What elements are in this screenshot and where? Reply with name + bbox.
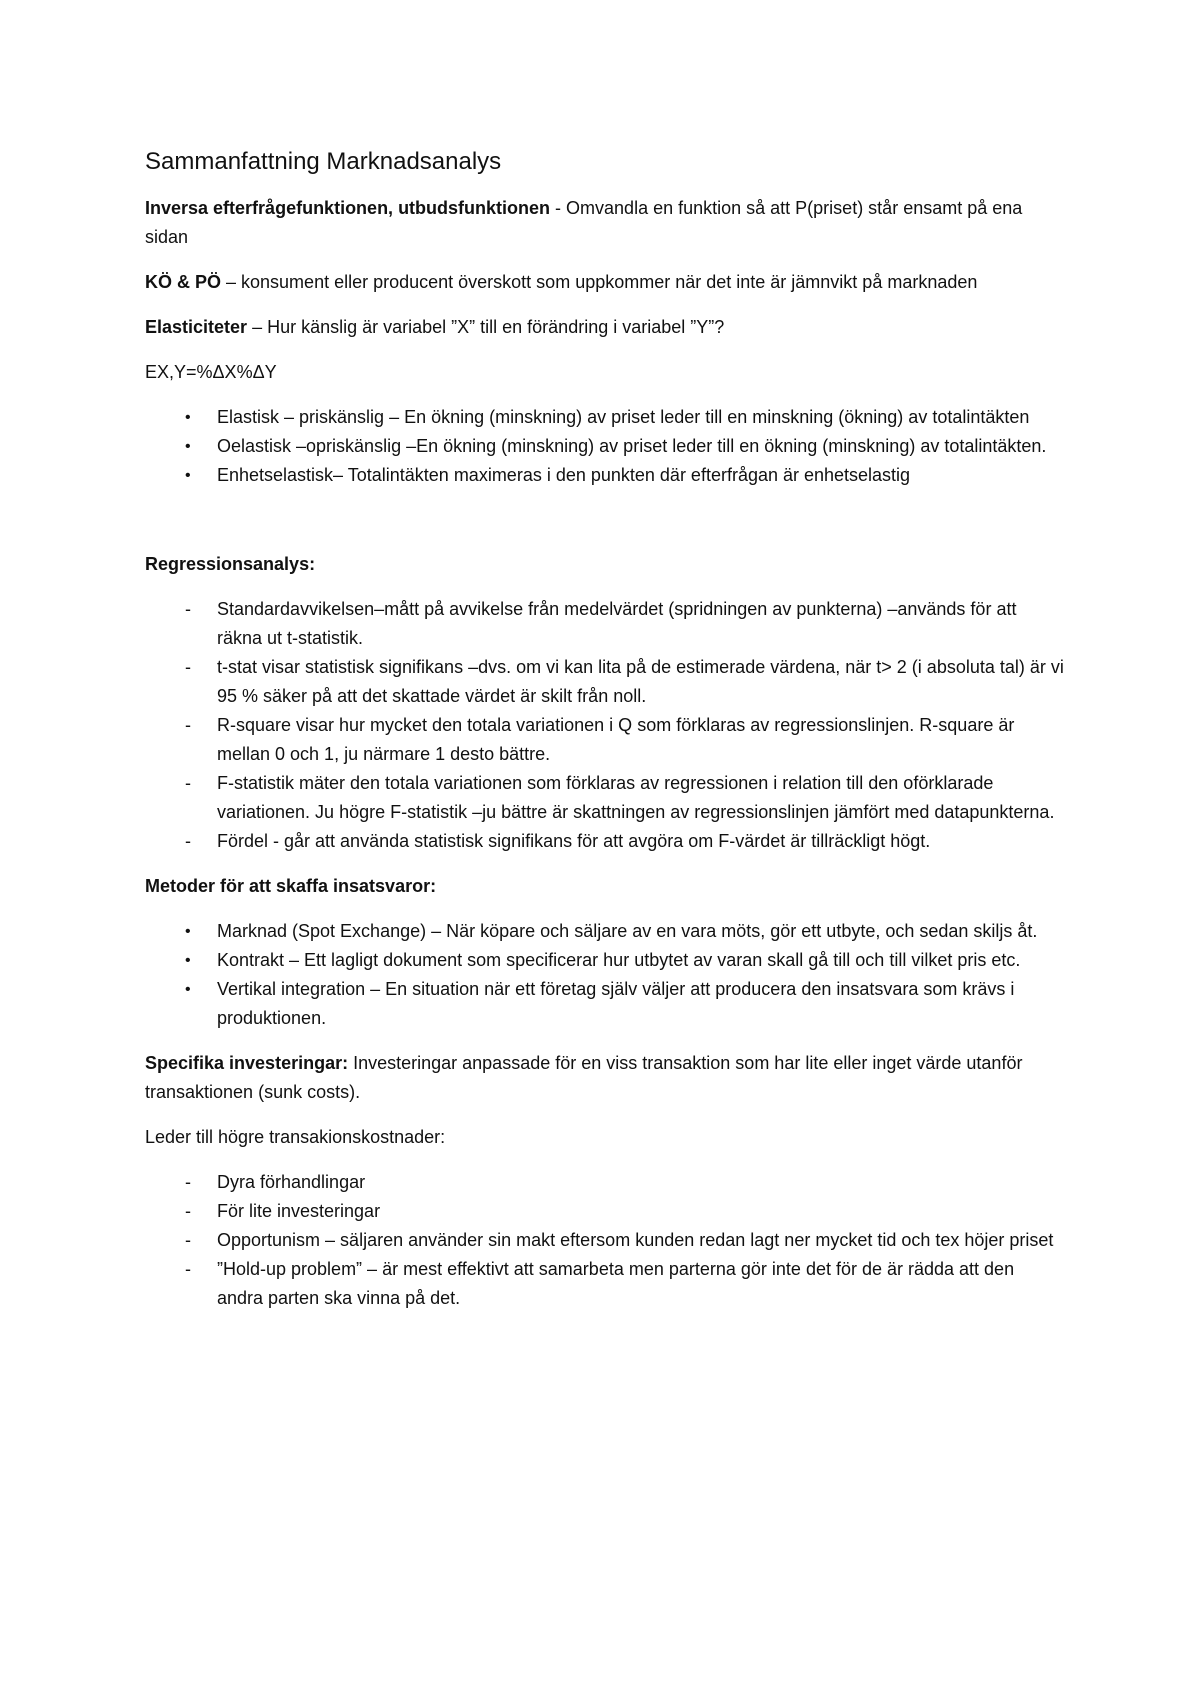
list-item-text: Elastisk – priskänslig – En ökning (minskning) av priset leder till en minskning (ökning) av totalintäkten [217,407,1030,427]
paragraph-elasticity [145,313,1065,342]
list-item [145,917,1065,946]
bullet-marker: • [185,409,191,426]
dash-marker: - [185,1230,191,1250]
paragraph-inverse-functions [145,194,1065,252]
list-item [145,403,1065,432]
paragraph-specific-investments [145,1049,1065,1107]
list-item-text: Opportunism – säljaren använder sin makt eftersom kunden redan lagt ner mycket tid och tex höjer priset [217,1230,1054,1250]
list-item-text: R-square visar hur mycket den totala variationen i Q som förklaras av regressionslinjen. R-square är mellan 0 och 1, ju närmare 1 desto bättre. [217,715,1015,764]
regression-heading [145,550,1065,579]
methods-heading-text: Metoder för att skaffa insatsvaror: [145,876,437,896]
regression-list [145,595,1065,856]
list-item [145,1197,1065,1226]
document-page [145,146,1065,1329]
elasticity-list [145,403,1065,490]
definition-elasticity: – Hur känslig är variabel ”X” till en förändring i variabel ”Y”? [247,317,725,337]
definition-ko-po: – konsument eller producent överskott som uppkommer när det inte är jämnvikt på marknaden [221,272,978,292]
list-item [145,461,1065,490]
dash-marker: - [185,657,191,677]
methods-list [145,917,1065,1033]
bullet-marker: • [185,438,191,455]
blank-spacer [145,506,1065,550]
definition-inverse-functions: - Omvandla en funktion så att P(priset) står ensamt på ena sidan [145,198,1023,247]
list-item-text: Dyra förhandlingar [217,1172,366,1192]
term-ko-po: KÖ & PÖ [145,272,222,292]
list-item-text: F-statistik mäter den totala variationen som förklaras av regressionen i relation till den oförklarade variationen. Ju högre F-statistik –ju bättre är skattningen av regressionslinjen jämfört med datapunkterna. [217,773,1055,822]
elasticity-formula: EX,Y=%ΔX%ΔY [145,362,277,382]
regression-heading-text: Regressionsanalys: [145,554,316,574]
list-item [145,1226,1065,1255]
leads-to-heading: Leder till högre transakionskostnader: [145,1127,446,1147]
dash-marker: - [185,1259,191,1279]
list-item-text: Oelastisk –opriskänslig –En ökning (minskning) av priset leder till en ökning (minskning) av totalintäkten. [217,436,1047,456]
list-item-text: ”Hold-up problem” – är mest effektivt att samarbeta men parterna gör inte det för de är rädda att den andra parten ska vinna på det. [217,1259,1015,1308]
list-item-text: Enhetselastisk– Totalintäkten maximeras i den punkten där efterfrågan är enhetselastig [217,465,911,485]
list-item-text: Vertikal integration – En situation när ett företag själv väljer att producera den insatsvara som krävs i produktionen. [217,979,1015,1028]
list-item-text: För lite investeringar [217,1201,381,1221]
dash-marker: - [185,599,191,619]
dash-marker: - [185,715,191,735]
list-item-text: t-stat visar statistisk signifikans –dvs. om vi kan lita på de estimerade värdena, när t> 2 (i absoluta tal) är vi 95 % säker på att det skattade värdet är skilt från noll. [217,657,1064,706]
list-item-text: Fördel - går att använda statistisk signifikans för att avgöra om F-värdet är tillräckligt högt. [217,831,931,851]
list-item [145,711,1065,769]
list-item [145,975,1065,1033]
term-specific-investments: Specifika investeringar: [145,1053,349,1073]
bullet-marker: • [185,952,191,969]
paragraph-consumer-producer-surplus [145,268,1065,297]
dash-marker: - [185,1172,191,1192]
list-item [145,769,1065,827]
list-item-text: Kontrakt – Ett lagligt dokument som specificerar hur utbytet av varan skall gå till och till vilket pris etc. [217,950,1021,970]
bullet-marker: • [185,981,191,998]
dash-marker: - [185,773,191,793]
list-item [145,946,1065,975]
dash-marker: - [185,1201,191,1221]
methods-heading [145,872,1065,901]
list-item [145,1255,1065,1313]
bullet-marker: • [185,467,191,484]
list-item [145,1168,1065,1197]
list-item [145,653,1065,711]
bullet-marker: • [185,923,191,940]
list-item [145,827,1065,856]
definition-specific-investments: Investeringar anpassade för en viss transaktion som har lite eller inget värde utanför transaktionen (sunk costs). [145,1053,1023,1102]
list-item [145,432,1065,461]
transaction-costs-list [145,1168,1065,1313]
list-item [145,595,1065,653]
dash-marker: - [185,831,191,851]
term-inverse-functions: Inversa efterfrågefunktionen, utbudsfunktionen [145,198,551,218]
document-title: Sammanfattning Marknadsanalys [145,148,502,175]
list-item-text: Standardavvikelsen–mått på avvikelse från medelvärdet (spridningen av punkterna) –används för att räkna ut t-statistik. [217,599,1017,648]
term-elasticity: Elasticiteter [145,317,248,337]
list-item-text: Marknad (Spot Exchange) – När köpare och säljare av en vara möts, gör ett utbyte, och sedan skiljs åt. [217,921,1038,941]
